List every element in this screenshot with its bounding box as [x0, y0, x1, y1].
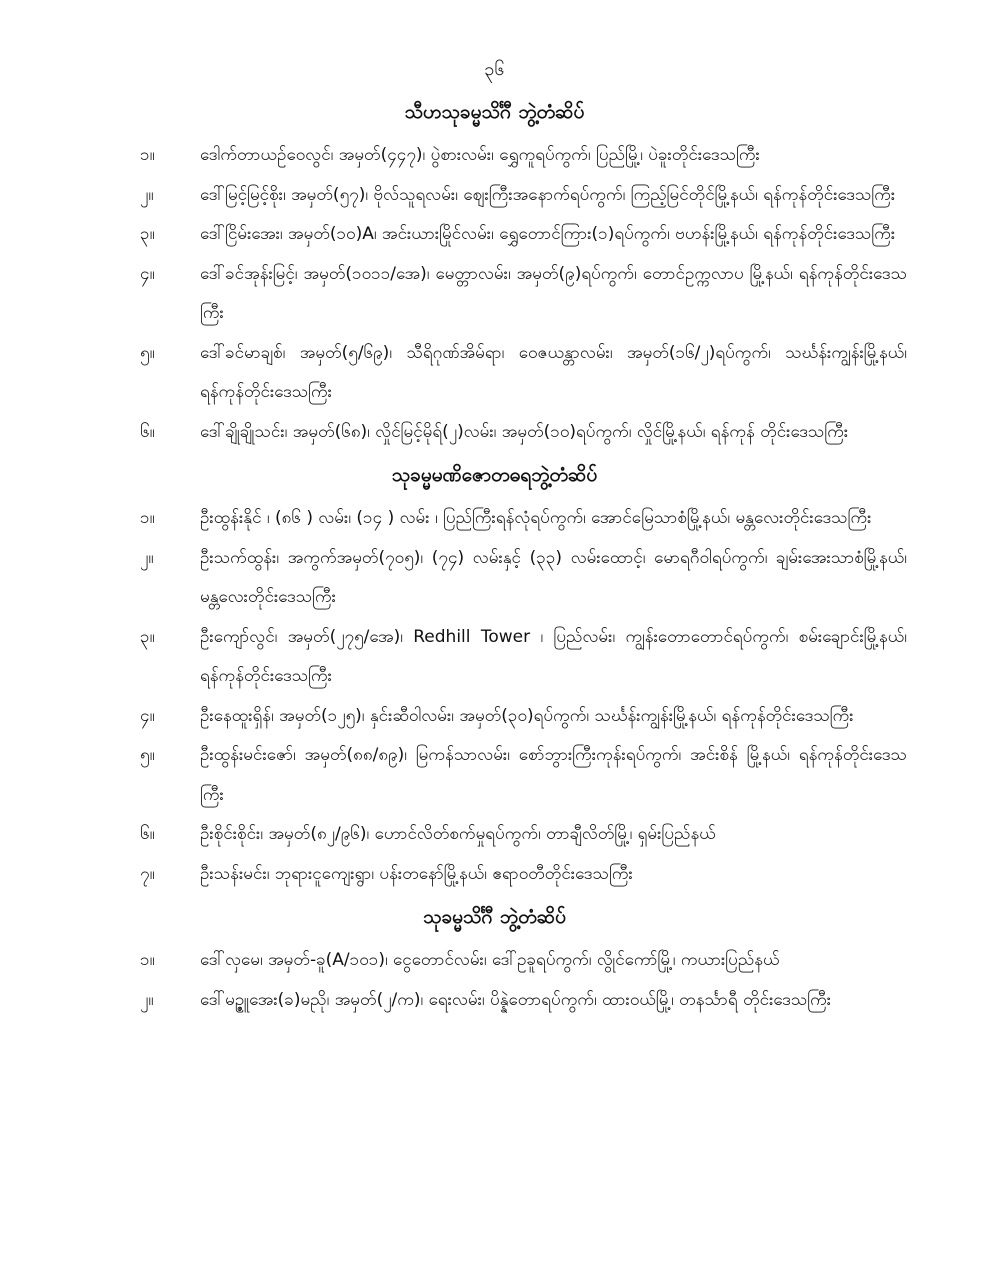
item-text: ဦးထွန်းနိုင် ၊ (၈၆ ) လမ်း၊ (၁၄ ) လမ်း ၊ ပြည်ကြီးရန်လုံရပ်ကွက်၊ အောင်မြေသာစံမြို့နယ်၊ မန္တလေးတိုင်းဒေသကြီး	[200, 508, 872, 528]
list-item	[140, 176, 907, 216]
item-number: ၅။	[140, 342, 155, 363]
item-number: ၂။	[140, 184, 154, 205]
item-number: ၁။	[140, 950, 155, 970]
list-item	[140, 215, 907, 255]
list-item	[140, 539, 907, 618]
list-item	[140, 815, 907, 855]
page-number: ၃၆	[484, 59, 505, 80]
item-text: ဦးထွန်းမင်းဇော်၊ အမှတ်(၈၈/၈၉)၊ မြကန်သာလမ်း၊ စော်ဘွားကြီးကုန်းရပ်ကွက်၊ အင်းစိန် မြို့နယ်၊ ရန်ကုန်တိုင်းဒေသကြီး	[200, 745, 907, 805]
item-number: ၂။	[140, 547, 154, 568]
item-number: ၁။	[140, 508, 155, 528]
item-text: ဒေါ်ငြိမ်းအေး၊ အမှတ်(၁၀)A၊ အင်းယားမြိုင်လမ်း၊ ရွှေတောင်ကြား(၁)ရပ်ကွက်၊ ဗဟန်းမြို့နယ်၊ ရန်ကုန်တိုင်းဒေသကြီး	[200, 224, 896, 244]
item-number: ၇။	[140, 863, 155, 884]
item-text: ဦးစိုင်းစိုင်း၊ အမှတ်(၈၂/၉၆)၊ ဟောင်လိတ်စက်မှုရပ်ကွက်၊ တာချီလိတ်မြို့၊ ရှမ်းပြည်နယ်	[200, 824, 716, 844]
item-text: ဦးသန်းမင်း၊ ဘုရားငူကျေးရွာ၊ ပန်းတနော်မြို့နယ်၊ ဧရာဝတီတိုင်းဒေသကြီး	[200, 863, 633, 884]
item-text: ဒေါ်လှမေ၊ အမှတ်-ခူ(A/၁၀၁)၊ ငွေတောင်လမ်း၊ ဒေါ်ဥခူရပ်ကွက်၊ လွိုင်ကော်မြို့၊ ကယားပြည်နယ်	[200, 950, 780, 970]
list-item	[140, 618, 907, 697]
item-text: ဒေါ်ခင်အုန်းမြင့်၊ အမှတ်(၁၀၁၁/အေ)၊ မေတ္တာလမ်း၊ အမှတ်(၉)ရပ်ကွက်၊ တောင်ဥက္ကလာပ မြို့နယ်၊ ရန်ကုန်တိုင်းဒေသကြီး	[200, 263, 907, 323]
item-number: ၂။	[140, 989, 154, 1010]
list-item	[140, 136, 907, 176]
item-text: ဒေါ်မဥ္ဇူအေး(ခ)မညို၊ အမှတ်(၂/က)၊ ရေးလမ်း၊ ပိန္နဲတောရပ်ကွက်၊ ထားဝယ်မြို့၊ တနင်္သာရီ တိုင်းဒေသကြီး	[200, 989, 832, 1010]
document-body	[0, 93, 989, 1020]
list-item	[140, 736, 907, 815]
list-item	[140, 941, 907, 981]
item-text: ဒေါက်တာယဉ်ဝေလွင်၊ အမှတ်(၄၄၇)၊ ပွဲစားလမ်း၊ ရွှေကူရပ်ကွက်၊ ပြည်မြို့၊ ပဲခူးတိုင်းဒေသကြီး	[200, 145, 760, 165]
item-number: ၆။	[140, 421, 155, 442]
list-item	[140, 255, 907, 334]
item-number: ၅။	[140, 745, 155, 765]
list-item	[140, 981, 907, 1021]
list-item	[140, 413, 907, 453]
item-text: ဦးနေထူးရှိန်၊ အမှတ်(၁၂၅)၊ နှင်းဆီဝါလမ်း၊ အမှတ်(၃၀)ရပ်ကွက်၊ သင်္ဃန်းကျွန်းမြို့နယ်၊ ရန်ကုန်တိုင်းဒေသကြီး	[200, 705, 854, 726]
item-number: ၄။	[140, 263, 155, 284]
item-number: ၄။	[140, 705, 155, 726]
item-text: ဦးသက်ထွန်း၊ အကွက်အမှတ်(၇၀၅)၊ (၇၄) လမ်းနှင့် (၃၃) လမ်းထောင့်၊ မောရဂီဝါရပ်ကွက်၊ ချမ်းအေးသာစံမြို့နယ်၊ မန္တလေးတိုင်းဒေသကြီး	[200, 547, 907, 607]
section-heading: သုခမ္မမဏိဇောတဓရဘွဲ့တံဆိပ်	[391, 464, 598, 486]
item-text: ဦးကျော်လွင်၊ အမှတ်(၂၇၅/အေ)၊ Redhill Tower ၊ ပြည်လမ်း၊ ကျွန်းတောတောင်ရပ်ကွက်၊ စမ်းချောင်းမြို့နယ်၊ ရန်ကုန်တိုင်းဒေသကြီး	[200, 626, 907, 686]
section-heading: သီဟသုခမ္မသိင်္ဂီ ဘွဲ့တံဆိပ်	[404, 101, 585, 123]
item-text: ဒေါ်ချိုချိုသင်း၊ အမှတ်(၆၈)၊ လှိုင်မြင့်မိုရ်(၂)လမ်း၊ အမှတ်(၁၀)ရပ်ကွက်၊ လှိုင်မြို့နယ်၊ ရန်ကုန် တိုင်းဒေသကြီး	[200, 421, 849, 442]
list-item	[140, 697, 907, 737]
item-text: ဒေါ်ခင်မာချစ်၊ အမှတ်(၅/၆၉)၊ သီရိဂုဏ်အိမ်ရာ၊ ဝေဇယန္တာလမ်း၊ အမှတ်(၁၆/၂)ရပ်ကွက်၊ သင်္ဃန်းကျွန်းမြို့နယ်၊ ရန်ကုန်တိုင်းဒေသကြီး	[200, 342, 907, 402]
item-number: ၆။	[140, 824, 155, 844]
item-text: ဒေါ်မြင့်မြင့်စိုး၊ အမှတ်(၅၇)၊ ဗိုလ်သူရလမ်း၊ ဈေးကြီးအနောက်ရပ်ကွက်၊ ကြည့်မြင်တိုင်မြို့နယ်၊ ရန်ကုန်တိုင်းဒေသကြီး	[200, 184, 896, 205]
list-item	[140, 334, 907, 413]
item-number: ၃။	[140, 626, 155, 647]
list-item	[140, 855, 907, 895]
list-item	[140, 499, 907, 539]
item-number: ၁။	[140, 145, 155, 165]
item-number: ၃။	[140, 224, 155, 244]
section-heading: သုခမ္မသိင်္ဂီ ဘွဲ့တံဆိပ်	[423, 906, 566, 928]
